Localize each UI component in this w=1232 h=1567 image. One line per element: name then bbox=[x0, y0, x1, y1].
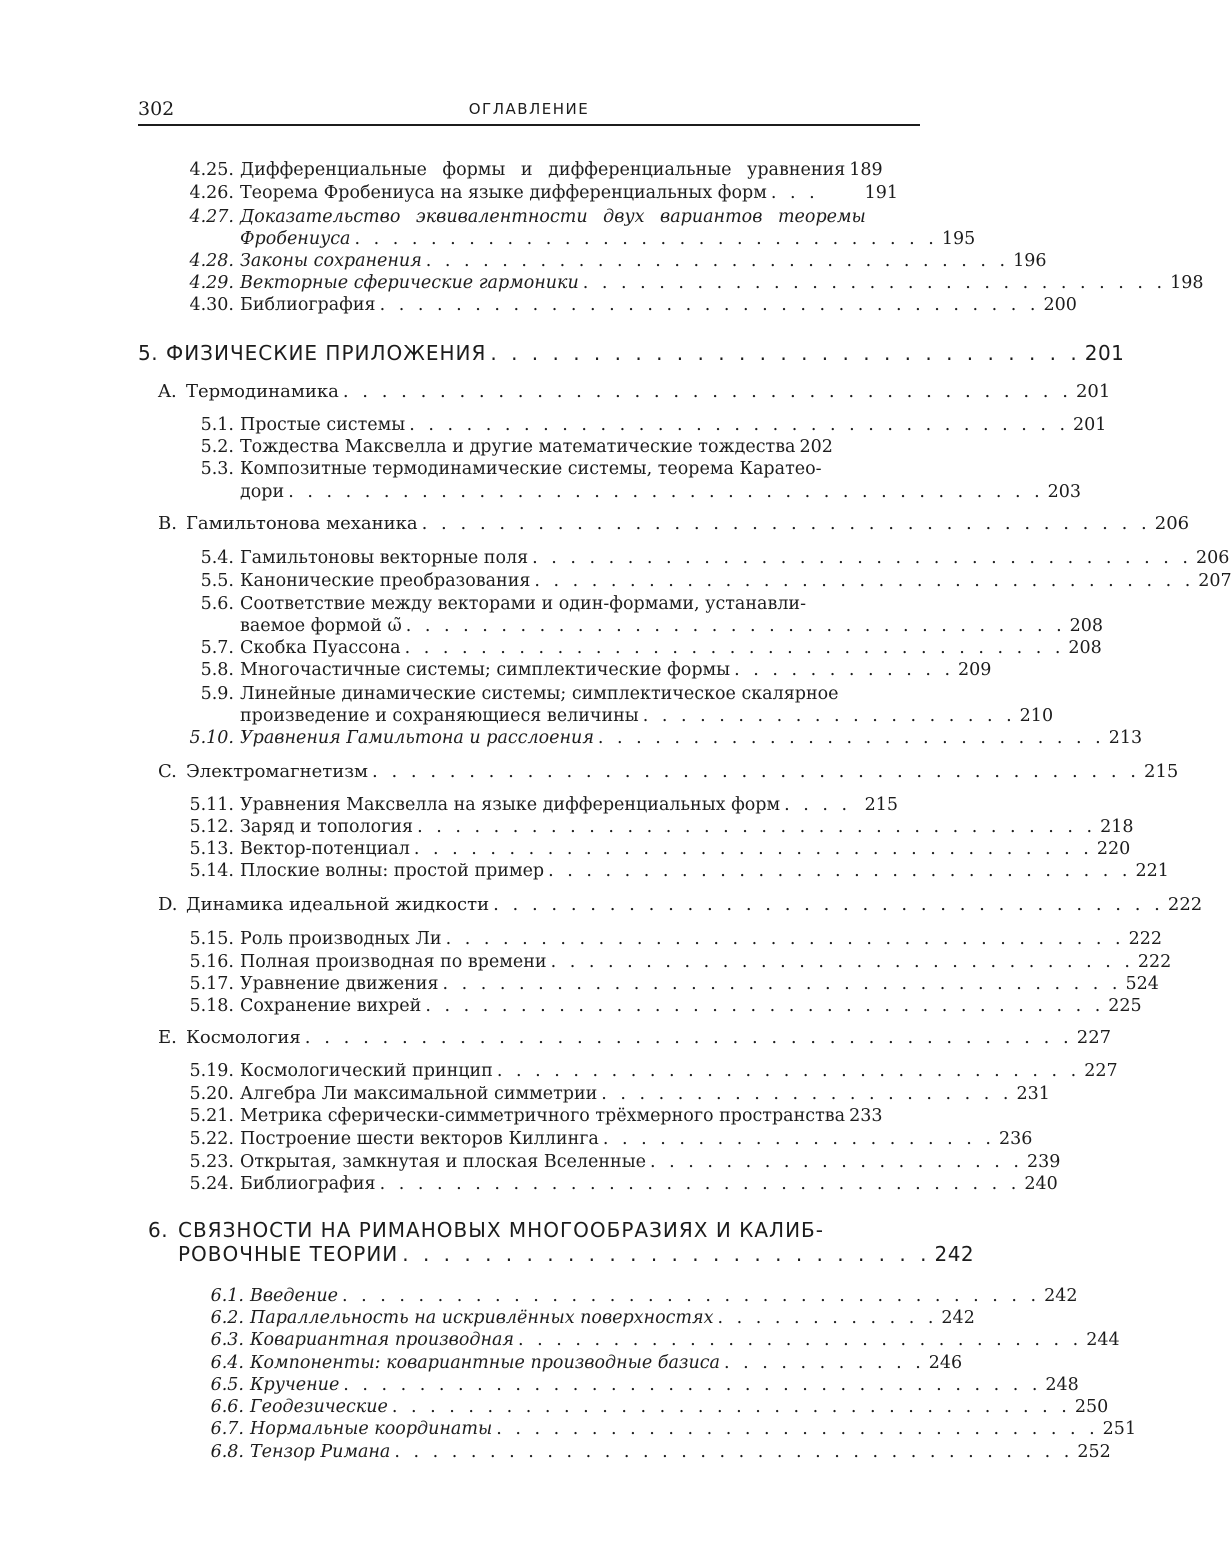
toc-entry[interactable]: 5.20. Алгебра Ли максимальной симметрии . . . . . . . . . . . . . . . . . . . . . . 231 bbox=[189, 1084, 1050, 1104]
toc-entry[interactable]: 5.7. Скобка Пуассона . . . . . . . . . . . . . . . . . . . . . . . . . . . . . . . . . . . 208 bbox=[200, 638, 1102, 658]
toc-entry[interactable]: 5.11. Уравнения Максвелла на языке дифференциальных форм . . . . 215 bbox=[189, 795, 898, 815]
toc-entry-continuation[interactable]: произведение и сохраняющиеся величины . . . . . . . . . . . . . . . . . . . . 210 bbox=[240, 706, 1054, 726]
toc-entry[interactable]: 5.21. Метрика сферически-симметричного трёхмерного пространства 233 bbox=[189, 1106, 883, 1126]
section-heading[interactable]: A. Термодинамика . . . . . . . . . . . . . . . . . . . . . . . . . . . . . . . . . . . . . . 201 bbox=[158, 381, 1111, 402]
toc-entry[interactable]: 5.13. Вектор-потенциал . . . . . . . . . . . . . . . . . . . . . . . . . . . . . . . . . . . . 220 bbox=[189, 839, 1131, 859]
section-heading[interactable]: E. Космология . . . . . . . . . . . . . . . . . . . . . . . . . . . . . . . . . . . . . . . . 227 bbox=[158, 1027, 1112, 1048]
toc-entry[interactable]: 5.8. Многочастичные системы; симплектические формы . . . . . . . . . . . . 209 bbox=[200, 660, 992, 680]
toc-entry[interactable]: 4.30. Библиография . . . . . . . . . . . . . . . . . . . . . . . . . . . . . . . . . . . 200 bbox=[189, 295, 1077, 315]
toc-entry[interactable]: 5.22. Построение шести векторов Киллинга . . . . . . . . . . . . . . . . . . . . . 236 bbox=[189, 1129, 1033, 1149]
toc-entry[interactable]: 5.3. Композитные термодинамические системы, теорема Каратео- bbox=[200, 459, 822, 479]
page-number: 302 bbox=[138, 98, 175, 120]
toc-entry[interactable]: 5.15. Роль производных Ли . . . . . . . . . . . . . . . . . . . . . . . . . . . . . . . . . . . . 222 bbox=[189, 929, 1162, 949]
toc-entry-continuation[interactable]: дори . . . . . . . . . . . . . . . . . . . . . . . . . . . . . . . . . . . . . . . . 203 bbox=[240, 482, 1082, 502]
toc-entry[interactable]: 6.4. Компоненты: ковариантные производные базиса . . . . . . . . . . . 246 bbox=[210, 1353, 963, 1373]
toc-entry[interactable]: 5.1. Простые системы . . . . . . . . . . . . . . . . . . . . . . . . . . . . . . . . . . . 201 bbox=[200, 415, 1107, 435]
toc-entry[interactable]: 6.5. Кручение . . . . . . . . . . . . . . . . . . . . . . . . . . . . . . . . . . . . . 248 bbox=[210, 1375, 1079, 1395]
toc-entry[interactable]: 5.18. Сохранение вихрей . . . . . . . . . . . . . . . . . . . . . . . . . . . . . . . . . . . . 225 bbox=[189, 996, 1142, 1016]
toc-entry[interactable]: 5.2. Тождества Максвелла и другие математические тождества 202 bbox=[200, 437, 833, 457]
toc-entry[interactable]: 6.7. Нормальные координаты . . . . . . . . . . . . . . . . . . . . . . . . . . . . . . . . 251 bbox=[210, 1419, 1137, 1439]
toc-entry[interactable]: 6.3. Ковариантная производная . . . . . . . . . . . . . . . . . . . . . . . . . . . . . . 244 bbox=[210, 1330, 1120, 1350]
chapter-heading-continuation[interactable]: РОВОЧНЫЕ ТЕОРИИ . . . . . . . . . . . . . . . . . . . . . . . . . . 242 bbox=[178, 1242, 975, 1266]
toc-entry[interactable]: 6.2. Параллельность на искривлённых поверхностях . . . . . . . . . . . . 242 bbox=[210, 1308, 975, 1328]
toc-entry[interactable]: 5.24. Библиография . . . . . . . . . . . . . . . . . . . . . . . . . . . . . . . . . . 240 bbox=[189, 1174, 1058, 1194]
toc-entry[interactable]: 5.5. Канонические преобразования . . . . . . . . . . . . . . . . . . . . . . . . . . . . . . . . . . . 207 bbox=[200, 571, 1232, 591]
chapter-heading[interactable]: 5. ФИЗИЧЕСКИЕ ПРИЛОЖЕНИЯ . . . . . . . . . . . . . . . . . . . . . . . . . . . . . 201 bbox=[138, 341, 1125, 365]
toc-entry[interactable]: 6.1. Введение . . . . . . . . . . . . . . . . . . . . . . . . . . . . . . . . . . . . . 242 bbox=[210, 1286, 1078, 1306]
toc-entry-continuation[interactable]: Фробениуса . . . . . . . . . . . . . . . . . . . . . . . . . . . . . . . 195 bbox=[240, 229, 976, 249]
section-heading[interactable]: B. Гамильтонова механика . . . . . . . . . . . . . . . . . . . . . . . . . . . . . . . . . . . . . . 206 bbox=[158, 513, 1190, 534]
toc-entry[interactable]: 5.6. Соответствие между векторами и один-формами, устанавли- bbox=[200, 594, 807, 614]
toc-entry[interactable]: 6.6. Геодезические . . . . . . . . . . . . . . . . . . . . . . . . . . . . . . . . . . . . 250 bbox=[210, 1397, 1109, 1417]
toc-entry-continuation[interactable]: ваемое формой ω̃ . . . . . . . . . . . . . . . . . . . . . . . . . . . . . . . . . . . 208 bbox=[240, 616, 1104, 636]
toc-entry[interactable]: 4.25. Дифференциальные формы и дифференциальные уравнения 189 bbox=[189, 160, 883, 180]
toc-entry[interactable]: 5.14. Плоские волны: простой пример . . . . . . . . . . . . . . . . . . . . . . . . . . . . . . . 221 bbox=[189, 861, 1169, 881]
toc-entry[interactable]: 5.17. Уравнение движения . . . . . . . . . . . . . . . . . . . . . . . . . . . . . . . . . . . . 524 bbox=[189, 974, 1159, 994]
toc-entry[interactable]: 5.19. Космологический принцип . . . . . . . . . . . . . . . . . . . . . . . . . . . . . . . 227 bbox=[189, 1061, 1118, 1081]
chapter-heading[interactable]: 6. СВЯЗНОСТИ НА РИМАНОВЫХ МНОГООБРАЗИЯХ И КАЛИБ- bbox=[148, 1218, 824, 1242]
header-rule bbox=[138, 124, 920, 126]
section-heading[interactable]: C. Электромагнетизм . . . . . . . . . . . . . . . . . . . . . . . . . . . . . . . . . . . . . . . . 215 bbox=[158, 761, 1179, 782]
toc-entry[interactable]: 4.27. Доказательство эквивалентности двух вариантов теоремы bbox=[189, 207, 866, 227]
toc-entry[interactable]: 4.29. Векторные сферические гармоники . . . . . . . . . . . . . . . . . . . . . . . . . . . . . . . 198 bbox=[189, 273, 1204, 293]
toc-entry[interactable]: 5.16. Полная производная по времени . . . . . . . . . . . . . . . . . . . . . . . . . . . . . . . 222 bbox=[189, 952, 1172, 972]
toc-entry[interactable]: 4.26. Теорема Фробениуса на языке дифференциальных форм . . . 191 bbox=[189, 183, 898, 203]
toc-entry[interactable]: 5.4. Гамильтоновы векторные поля . . . . . . . . . . . . . . . . . . . . . . . . . . . . . . . . . . . 206 bbox=[200, 548, 1230, 568]
toc-entry[interactable]: 5.23. Открытая, замкнутая и плоская Вселенные . . . . . . . . . . . . . . . . . . . . 239 bbox=[189, 1152, 1061, 1172]
toc-entry[interactable]: 5.10. Уравнения Гамильтона и расслоения . . . . . . . . . . . . . . . . . . . . . . . . . . . 213 bbox=[189, 728, 1143, 748]
toc-entry[interactable]: 4.28. Законы сохранения . . . . . . . . . . . . . . . . . . . . . . . . . . . . . . . 196 bbox=[189, 251, 1047, 271]
section-heading[interactable]: D. Динамика идеальной жидкости . . . . . . . . . . . . . . . . . . . . . . . . . . . . . . . . . . . 222 bbox=[158, 894, 1203, 915]
toc-entry[interactable]: 5.9. Линейные динамические системы; симплектическое скалярное bbox=[200, 684, 839, 704]
toc-entry[interactable]: 5.12. Заряд и топология . . . . . . . . . . . . . . . . . . . . . . . . . . . . . . . . . . . . 218 bbox=[189, 817, 1134, 837]
running-title: ОГЛАВЛЕНИЕ bbox=[468, 100, 590, 118]
toc-entry[interactable]: 6.8. Тензор Римана . . . . . . . . . . . . . . . . . . . . . . . . . . . . . . . . . . . . 252 bbox=[210, 1442, 1111, 1462]
